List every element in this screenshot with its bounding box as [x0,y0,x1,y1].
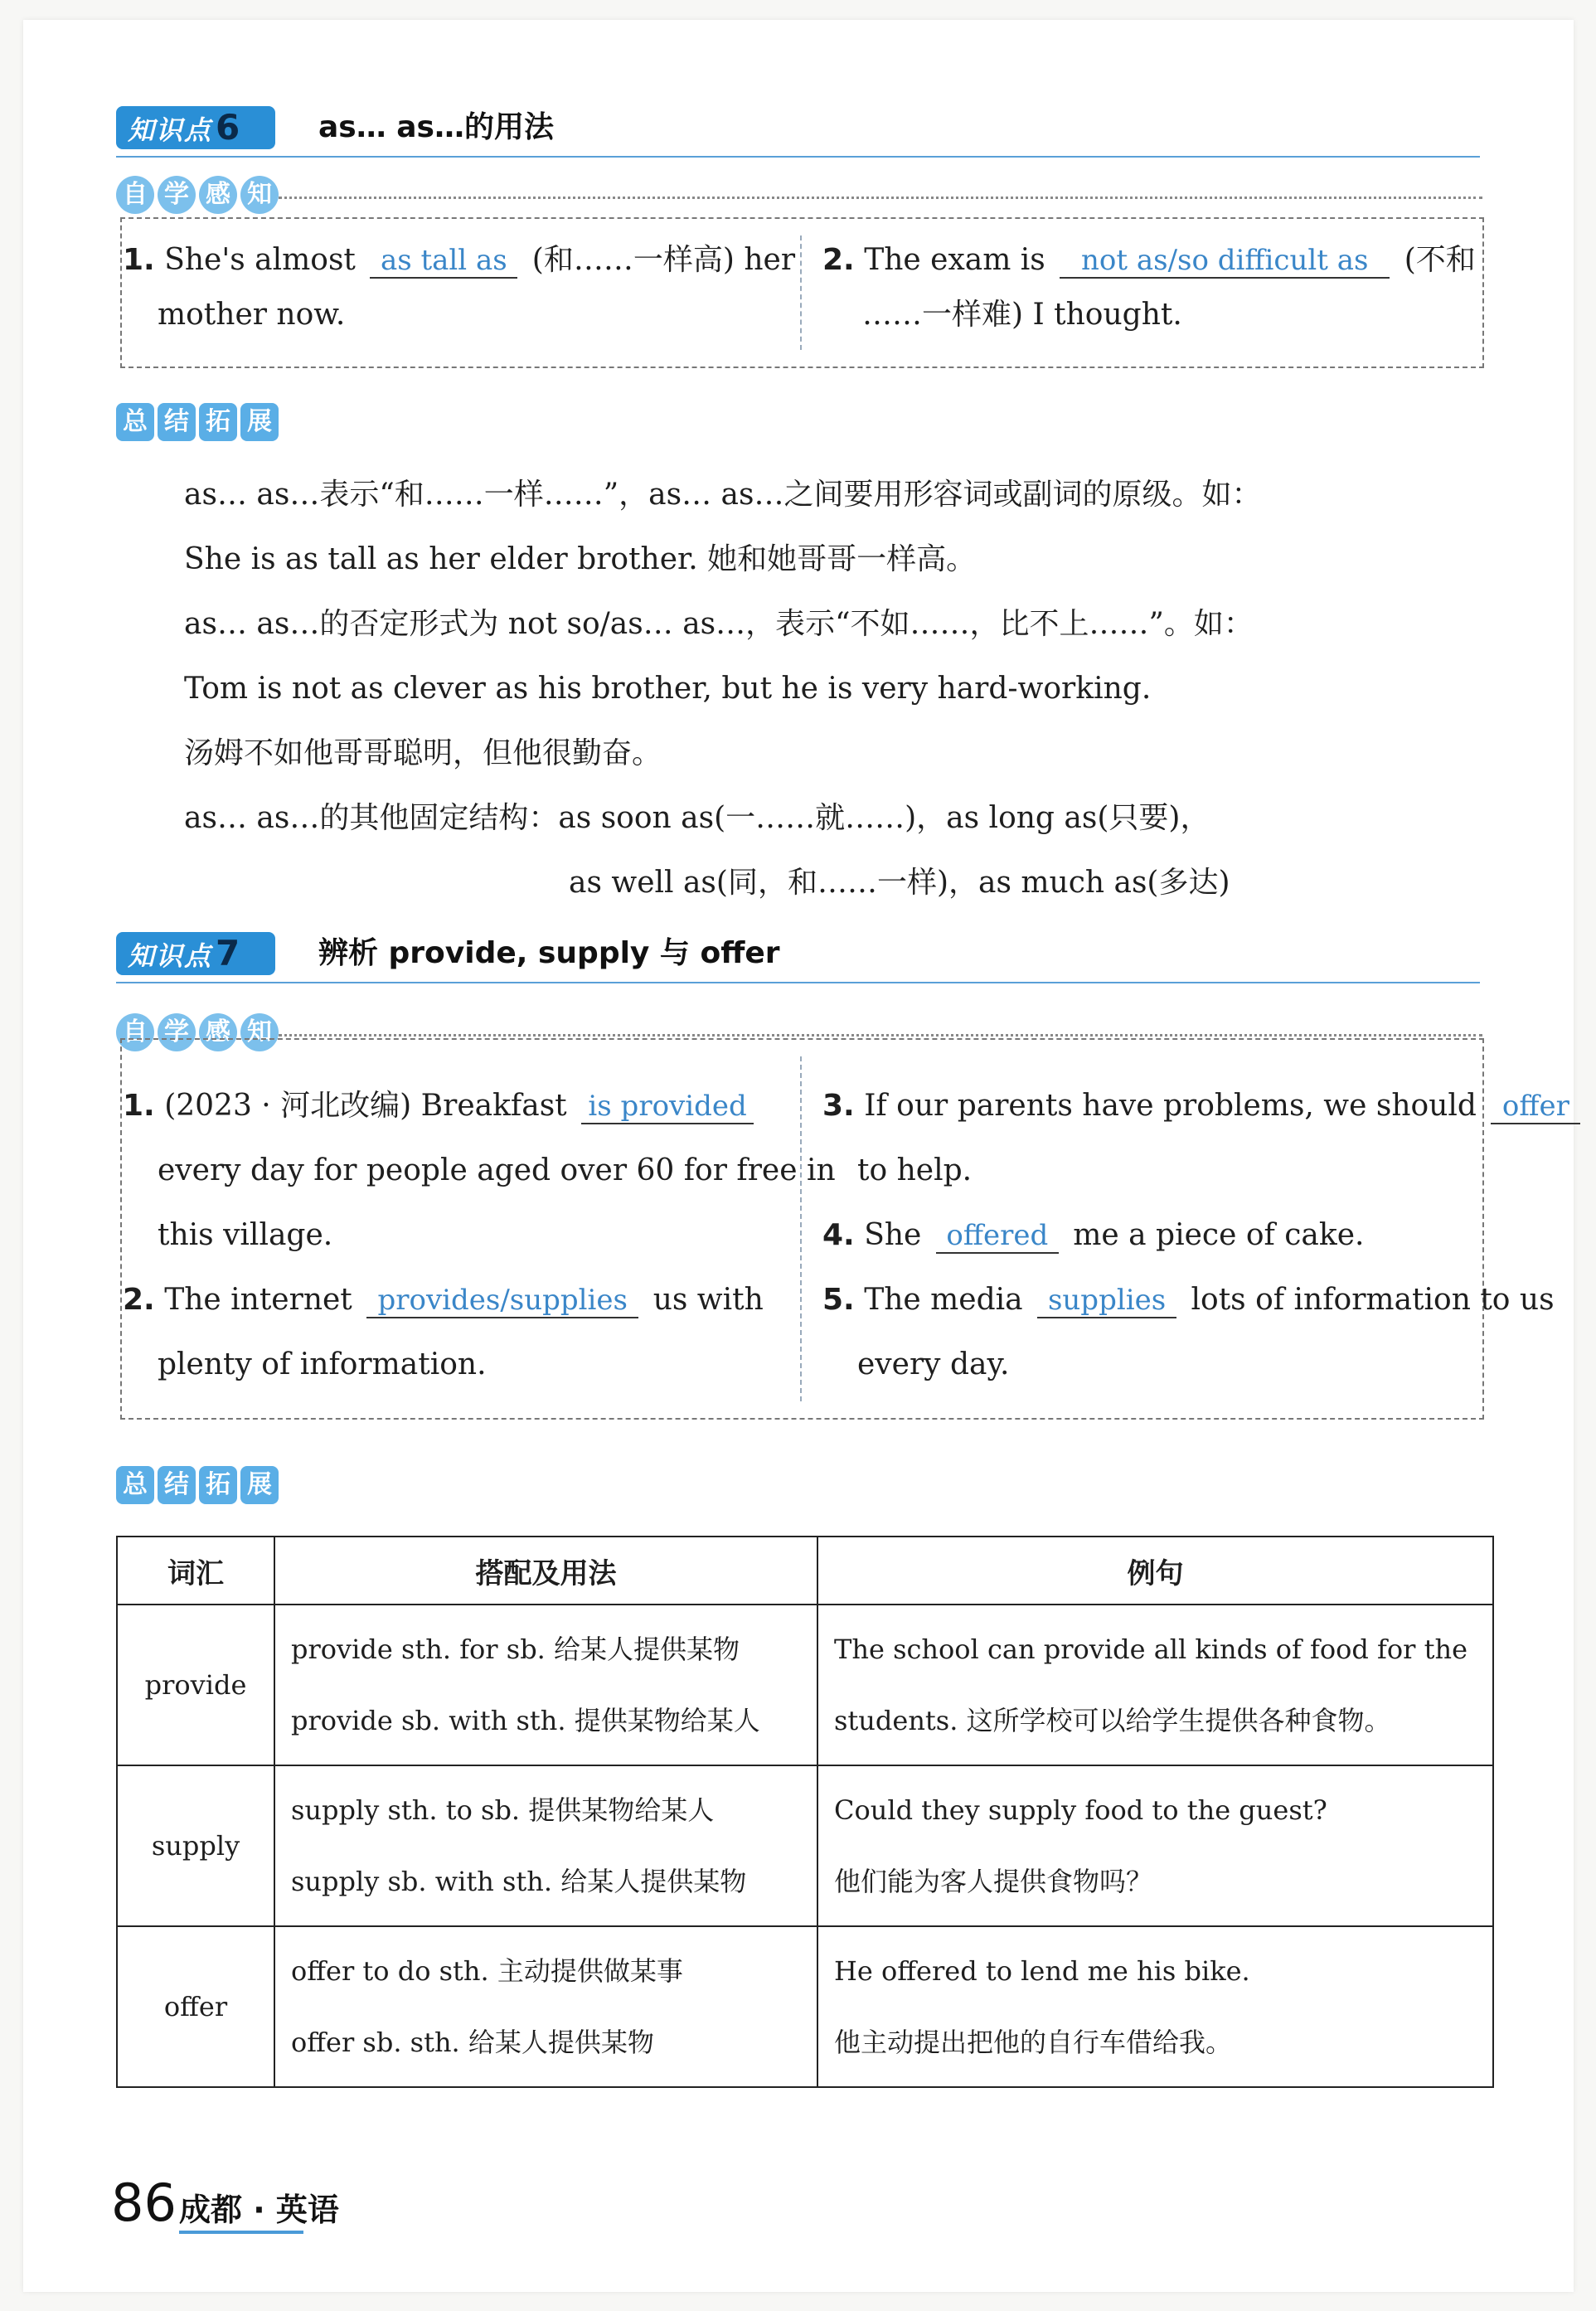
answer-blank: offered [936,1219,1059,1254]
section-header-kp7 [116,929,1480,983]
answer-blank: supplies [1037,1284,1176,1318]
question-1-line3: this village. [158,1218,333,1252]
usage-cell: supply sth. to sb. 提供某物给某人 supply sb. with sth. 给某人提供某物 [274,1765,817,1926]
self-study-tag: 自 学 感 知 [116,176,279,216]
word-cell: supply [117,1765,274,1926]
answer-blank: provides/supplies [366,1284,638,1318]
column-header: 词汇 [117,1537,274,1605]
explanation-line: as… as…表示“和……一样……”，as… as…之间要用形容词或副词的原级。如： [184,478,1262,512]
explanation-line: Tom is not as clever as his brother, but he is very hard-working. [184,672,1152,706]
column-header: 例句 [817,1537,1493,1605]
question-3-line2: to help. [857,1153,973,1187]
word-cell: offer [117,1926,274,2087]
section-title: 辨析 provide, supply 与 offer [318,936,780,970]
self-study-tag: 自 学 感 知 [116,1013,279,1053]
example-cell: The school can provide all kinds of food for the students. 这所学校可以给学生提供各种食物。 [817,1605,1493,1765]
explanation-line: as… as…的其他固定结构：as soon as(一……就……)，as long as(只要)， [184,801,1210,835]
explanation-line: She is as tall as her elder brother. 她和她哥哥一样高。 [184,542,977,576]
question-2-line2: plenty of information. [158,1347,487,1381]
word-cell: provide [117,1605,274,1765]
column-divider [800,235,802,350]
summary-tag: 总 结 拓 展 [116,403,279,443]
footer-rule [179,2231,303,2234]
usage-cell: offer to do sth. 主动提供做某事 offer sb. sth. 给某人提供某物 [274,1926,817,2087]
example-cell: Could they supply food to the guest? 他们能为客人提供食物吗？ [817,1765,1493,1926]
question-2: 2. The exam is not as/so difficult as (不和 [822,243,1476,277]
table-row [117,1765,1493,1926]
explanation-line: as well as(同，和……一样)，as much as(多达) [569,866,1230,900]
dotted-rule [279,197,1482,199]
footer-title: 成都 · 英语 [179,2192,339,2228]
answer-blank: as tall as [370,244,517,279]
section-badge: 知识点6 [116,106,275,149]
question-5: 5. The media supplies lots of information to us [822,1283,1555,1317]
table-header-row [117,1537,1493,1605]
example-cell: He offered to lend me his bike. 他主动提出把他的自行车借给我。 [817,1926,1493,2087]
explanation-line: 汤姆不如他哥哥聪明，但他很勤奋。 [184,736,662,770]
question-1-cont: mother now. [158,298,346,332]
question-5-line2: every day. [857,1347,1010,1381]
explanation-line: as… as…的否定形式为 not so/as… as…，表示“不如……，比不上……”。如： [184,607,1254,641]
answer-blank: offer [1491,1090,1580,1124]
usage-cell: provide sth. for sb. 给某人提供某物 provide sb. with sth. 提供某物给某人 [274,1605,817,1765]
question-1-line2: every day for people aged over 60 for free in [158,1153,836,1187]
answer-blank: not as/so difficult as [1060,244,1390,279]
question-3: 3. If our parents have problems, we should offer [822,1086,1585,1126]
question-4: 4. She offered me a piece of cake. [822,1218,1365,1252]
section-header-kp6 [116,103,1480,158]
section-badge: 知识点7 [116,932,275,975]
section-title: as… as…的用法 [318,110,554,144]
question-2-cont: ……一样难) I thought. [862,298,1182,332]
table-row [117,1605,1493,1765]
column-header: 搭配及用法 [274,1537,817,1605]
question-1: 1. She's almost as tall as (和……一样高) her [123,243,796,277]
question-1: 1. (2023 · 河北改编) Breakfast is provided [123,1086,759,1126]
question-2: 2. The internet provides/supplies us with [123,1283,764,1317]
dotted-rule [279,1034,1482,1037]
comparison-table [116,1536,1494,2088]
page-number: 86 [111,2173,177,2233]
summary-tag: 总 结 拓 展 [116,1466,279,1506]
table-row [117,1926,1493,2087]
answer-blank: is provided [581,1090,754,1124]
column-divider [800,1056,802,1401]
